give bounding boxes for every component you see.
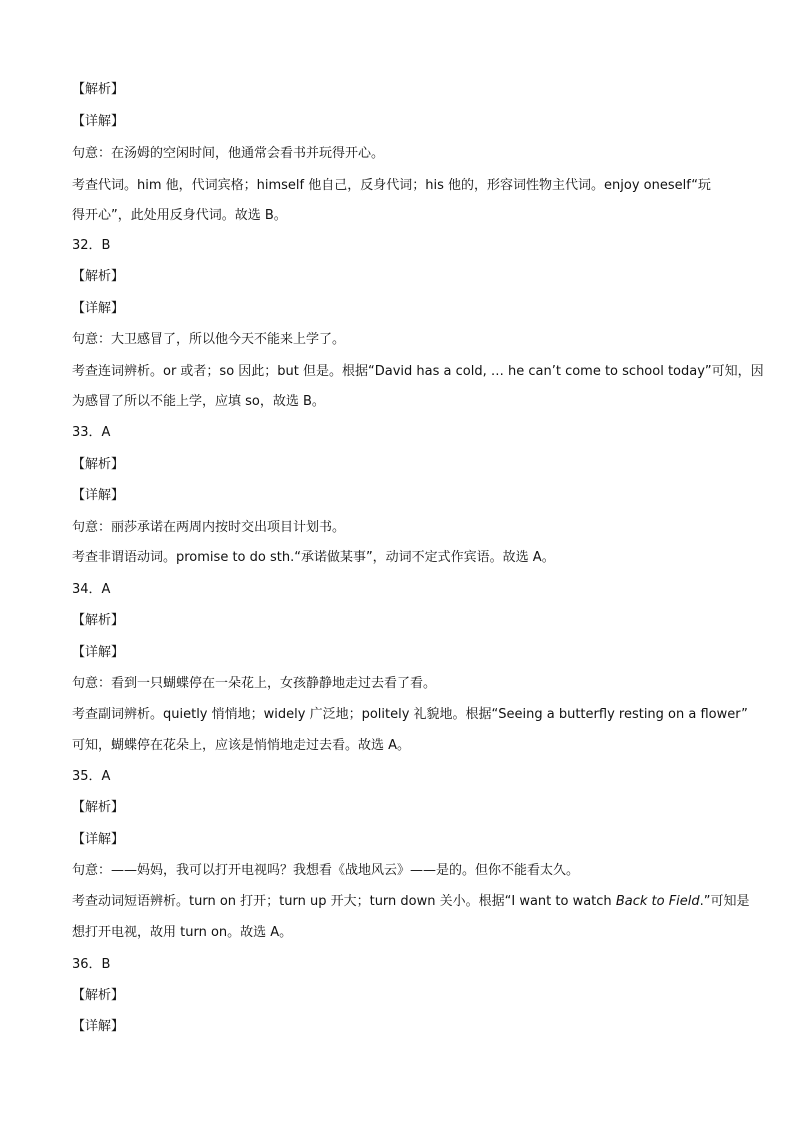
detail-heading: 【详解】 <box>72 1019 125 1034</box>
analysis-heading: 【解析】 <box>72 988 125 1003</box>
explanation-line: 考查副词辨析。quietly 悄悄地；widely 广泛地；politely 礼貌地。根据“Seeing a butterfly resting on a flower” <box>72 707 748 722</box>
question-number: 35．A <box>72 769 111 784</box>
detail-heading: 【详解】 <box>72 488 125 503</box>
explanation-line: 想打开电视，故用 turn on。故选 A。 <box>72 925 293 940</box>
sentence-meaning: 句意：看到一只蝴蝶停在一朵花上，女孩静静地走过去看了看。 <box>72 676 437 691</box>
detail-heading: 【详解】 <box>72 832 125 847</box>
explanation-line <box>72 892 750 912</box>
analysis-heading: 【解析】 <box>72 269 125 284</box>
analysis-heading: 【解析】 <box>72 800 125 815</box>
question-number: 34．A <box>72 582 111 597</box>
explanation-text: 考查动词短语辨析。turn on 打开；turn up 开大；turn down 关小。根据“I want to watch <box>72 894 616 909</box>
question-number: 32．B <box>72 238 111 253</box>
explanation-line: 可知，蝴蝶停在花朵上，应该是悄悄地走过去看。故选 A。 <box>72 738 411 753</box>
sentence-meaning: 句意：大卫感冒了，所以他今天不能来上学了。 <box>72 332 346 347</box>
question-number: 36．B <box>72 957 111 972</box>
sentence-meaning: 句意：——妈妈，我可以打开电视吗？我想看《战地风云》——是的。但你不能看太久。 <box>72 863 580 878</box>
analysis-heading: 【解析】 <box>72 457 125 472</box>
analysis-heading: 【解析】 <box>72 82 125 97</box>
sentence-meaning: 句意：丽莎承诺在两周内按时交出项目计划书。 <box>72 520 346 535</box>
analysis-heading: 【解析】 <box>72 613 125 628</box>
explanation-line: 考查代词。him 他，代词宾格；himself 他自己，反身代词；his 他的，形容词性物主代词。enjoy oneself“玩 <box>72 178 711 193</box>
explanation-line: 得开心”，此处用反身代词。故选 B。 <box>72 208 287 223</box>
sentence-meaning: 句意：在汤姆的空闲时间，他通常会看书并玩得开心。 <box>72 146 385 161</box>
detail-heading: 【详解】 <box>72 114 125 129</box>
explanation-line: 考查连词辨析。or 或者；so 因此；but 但是。根据“David has a cold, … he can’t come to school today”可知，因 <box>72 364 764 379</box>
explanation-text: .”可知是 <box>699 894 750 909</box>
question-number: 33．A <box>72 425 111 440</box>
detail-heading: 【详解】 <box>72 645 125 660</box>
italic-title: Back to Field <box>615 894 700 909</box>
explanation-line: 为感冒了所以不能上学，应填 so，故选 B。 <box>72 394 325 409</box>
detail-heading: 【详解】 <box>72 301 125 316</box>
explanation-line: 考查非谓语动词。promise to do sth.“承诺做某事”，动词不定式作宾语。故选 A。 <box>72 550 555 565</box>
